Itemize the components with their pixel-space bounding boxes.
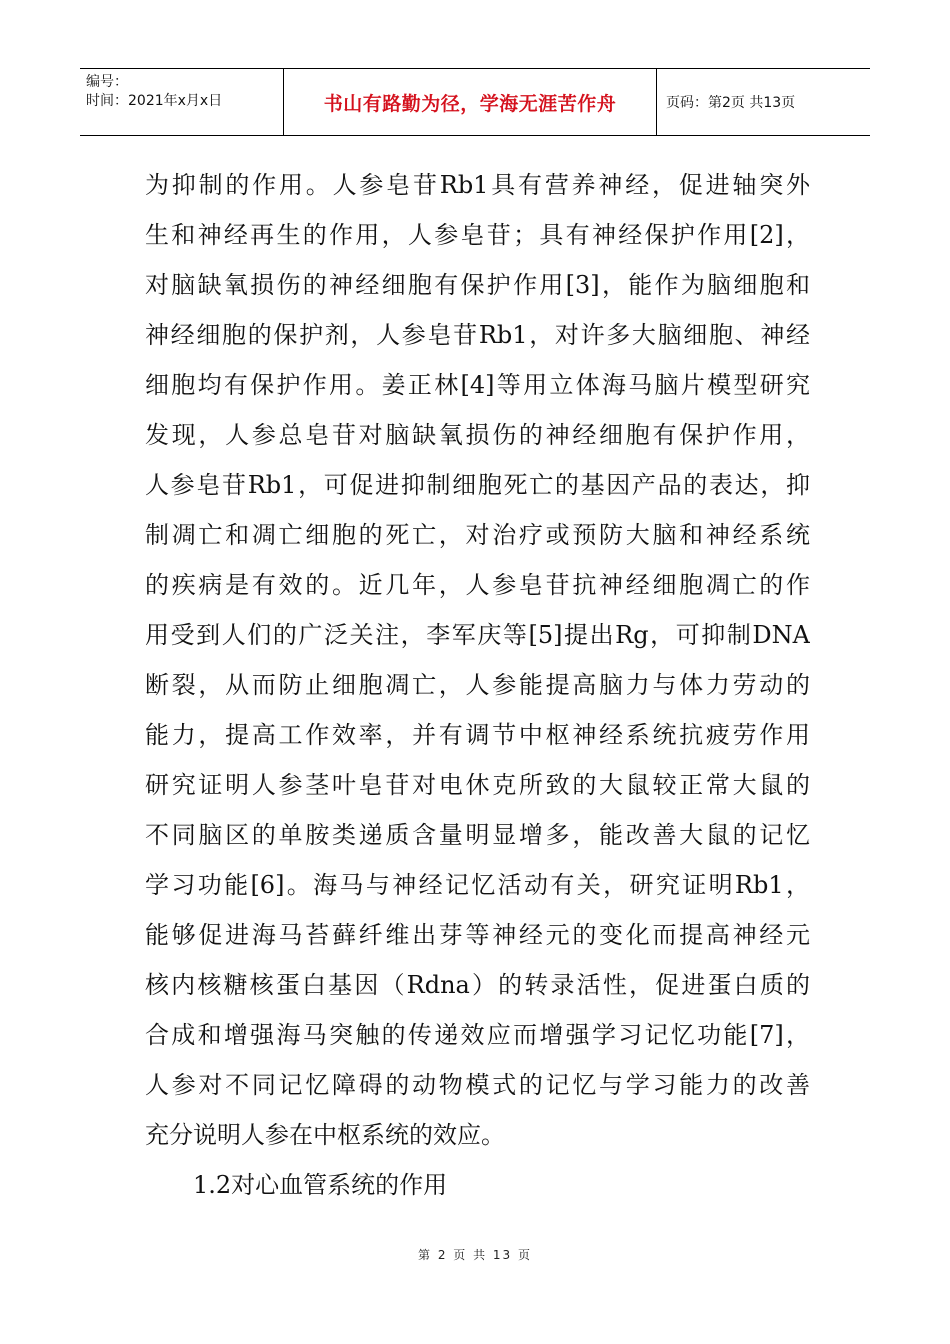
- body-line: 研究证明人参茎叶皂苷对电休克所致的大鼠较正常大鼠的: [145, 771, 810, 799]
- page-footer: 第 2 页 共 13 页: [418, 1248, 532, 1262]
- body-line: 为抑制的作用。人参皂苷Rb1具有营养神经，促进轴突外: [145, 171, 810, 199]
- section-heading: 1.2对心血管系统的作用: [193, 1171, 448, 1199]
- body-line: 合成和增强海马突触的传递效应而增强学习记忆功能[7]，: [145, 1021, 810, 1049]
- body-line: 制凋亡和凋亡细胞的死亡，对治疗或预防大脑和神经系统: [145, 521, 810, 549]
- body-line: 用受到人们的广泛关注，李军庆等[5]提出Rg，可抑制DNA: [145, 621, 810, 649]
- page-header: [80, 68, 870, 136]
- time-label: 时间：2021年x月x日: [86, 93, 223, 109]
- body-line: 核内核糖核蛋白基因（Rdna）的转录活性，促进蛋白质的: [145, 971, 810, 999]
- body-line: 神经细胞的保护剂，人参皂苷Rb1，对许多大脑细胞、神经: [145, 321, 810, 349]
- document-body: [145, 160, 810, 1210]
- header-motto: 书山有路勤为径，学海无涯苦作舟: [284, 69, 657, 135]
- body-line: 生和神经再生的作用，人参皂苷；具有神经保护作用[2]，: [145, 221, 810, 249]
- body-line: 学习功能[6]。海马与神经记忆活动有关，研究证明Rb1，: [145, 871, 810, 899]
- body-line: 能够促进海马苔藓纤维出芽等神经元的变化而提高神经元: [145, 921, 810, 949]
- body-line: 能力，提高工作效率，并有调节中枢神经系统抗疲劳作用: [145, 721, 810, 749]
- body-line: 人参对不同记忆障碍的动物模式的记忆与学习能力的改善: [145, 1071, 810, 1099]
- body-line: 充分说明人参在中枢系统的效应。: [145, 1121, 505, 1149]
- body-line: 细胞均有保护作用。姜正林[4]等用立体海马脑片模型研究: [145, 371, 810, 399]
- body-line: 人参皂苷Rb1，可促进抑制细胞死亡的基因产品的表达，抑: [145, 471, 810, 499]
- header-page-info: 页码：第2页 共13页: [666, 95, 796, 111]
- body-line: 的疾病是有效的。近几年，人参皂苷抗神经细胞凋亡的作: [145, 571, 810, 599]
- body-line: 断裂，从而防止细胞凋亡，人参能提高脑力与体力劳动的: [145, 671, 810, 699]
- body-line: 发现，人参总皂苷对脑缺氧损伤的神经细胞有保护作用，: [145, 421, 810, 449]
- header-meta-cell: [80, 69, 284, 135]
- body-line: 对脑缺氧损伤的神经细胞有保护作用[3]，能作为脑细胞和: [145, 271, 810, 299]
- serial-label: 编号：: [86, 74, 128, 90]
- body-line: 不同脑区的单胺类递质含量明显增多，能改善大鼠的记忆: [145, 821, 810, 849]
